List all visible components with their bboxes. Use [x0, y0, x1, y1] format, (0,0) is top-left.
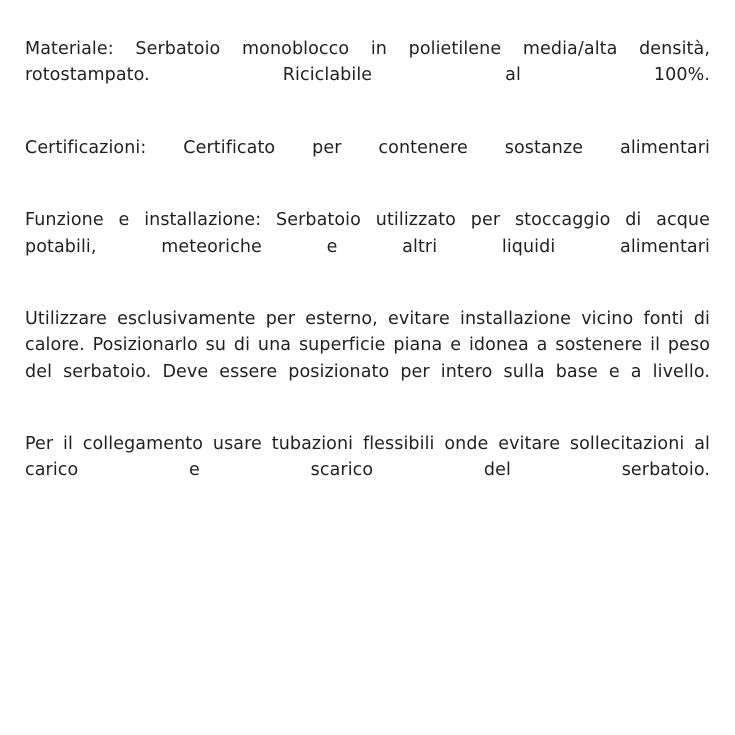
paragraph-certificazioni: Certificazioni: Certificato per contenere sostanze alimentari	[25, 137, 710, 158]
paragraph-materiale: Materiale: Serbatoio monoblocco in polietilene media/alta densità, rotostampato. Riciclabile al 100%.	[25, 39, 710, 86]
paragraph-funzione-installazione: Funzione e installazione: Serbatoio utilizzato per stoccaggio di acque potabili, meteoriche e altri liquidi alimentari	[25, 210, 710, 257]
paragraph-collegamento: Per il collegamento usare tubazioni flessibili onde evitare sollecitazioni al carico e scarico del serbatoio.	[25, 434, 710, 481]
paragraph-avvertenze-uso: Utilizzare esclusivamente per esterno, evitare installazione vicino fonti di calore. Posizionarlo su di una superficie piana e idonea a sostenere il peso del serbatoio. Deve essere posizionato per intero sulla base e a livello.	[25, 309, 710, 382]
